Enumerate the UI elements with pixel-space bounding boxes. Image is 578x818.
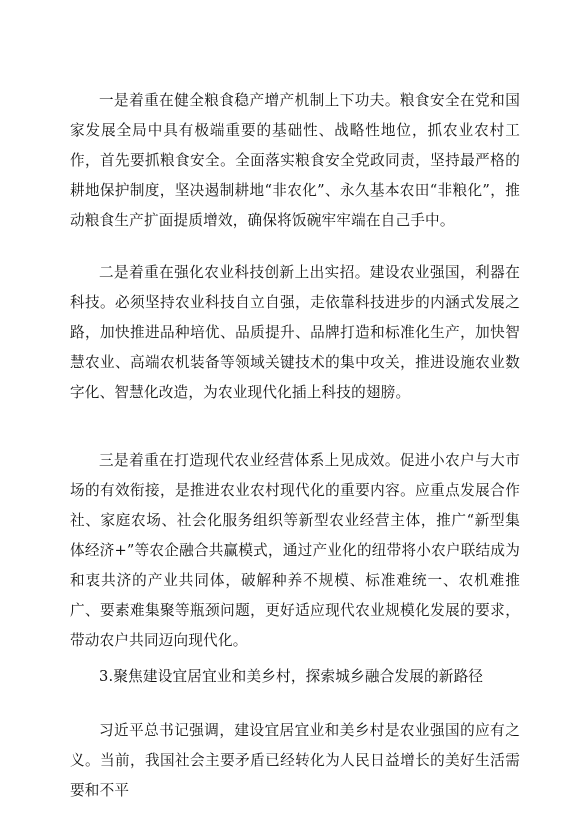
paragraph-livable-villages: 习近平总书记强调，建设宜居宜业和美乡村是农业强国的应有之义。当前，我国社会主要矛盾已经转化为人民日益增长的美好生活需要和不平 — [70, 722, 520, 799]
paragraph-agri-tech: 二是着重在强化农业科技创新上出实招。建设农业强国，利器在科技。必须坚持农业科技自立自强，走依靠科技进步的内涵式发展之路，加快推进品种培优、品质提升、品牌打造和标准化生产，加快智慧农业、高端农机装备等领域关键技术的集中攻关，推进设施农业数字化、智慧化改造，为农业现代化插上科技的翅膀。 — [70, 264, 520, 401]
section-heading: 3.聚焦建设宜居宜业和美乡村，探索城乡融合发展的新路径 — [99, 668, 484, 685]
paragraph-agri-operation-system: 三是着重在打造现代农业经营体系上见成效。促进小农户与大市场的有效衔接，是推进农业农村现代化的重要内容。应重点发展合作社、家庭农场、社会化服务组织等新型农业经营主体，推广“新型集体经济+”等农企融合共赢模式，通过产业化的纽带将小农户联结成为和衷共济的产业共同体，破解种养不规模、标准难统一、农机难推广、要素难集聚等瓶颈问题，更好适应现代农业规模化发展的要求，带动农户共同迈向现代化。 — [70, 452, 520, 649]
paragraph-grain-security: 一是着重在健全粮食稳产增产机制上下功夫。粮食安全在党和国家发展全局中具有极端重要的基础性、战略性地位，抓农业农村工作，首先要抓粮食安全。全面落实粮食安全党政同责，坚持最严格的耕地保护制度，坚决遏制耕地“非农化”、永久基本农田“非粮化”，推动粮食生产扩面提质增效，确保将饭碗牢牢端在自己手中。 — [70, 92, 520, 229]
